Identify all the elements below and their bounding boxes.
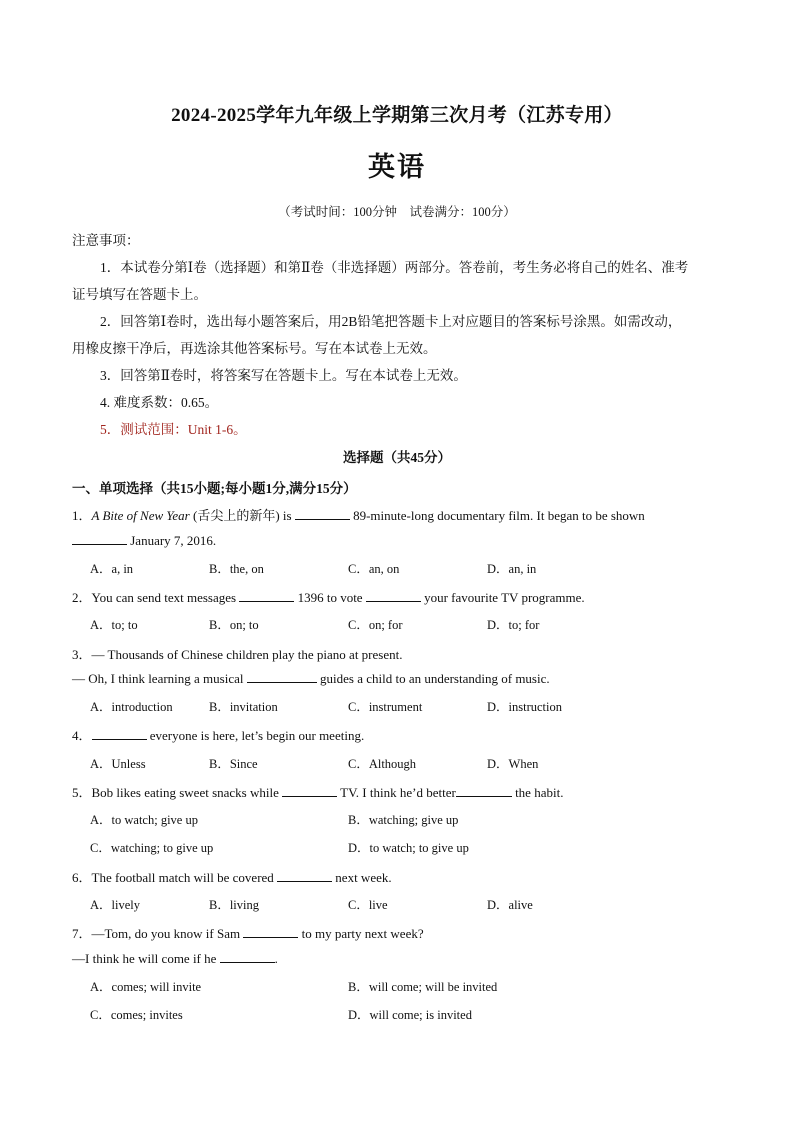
question-text: (舌尖上的新年) is [189,508,295,523]
question-text: next week. [332,870,392,885]
q5-option-d: D．to watch; to give up [348,841,469,855]
q2-option-b: B．on; to [209,618,259,632]
q3-option-b: B．invitation [209,700,278,714]
question-text: You can send text messages [91,590,240,605]
question-1-line-2 [72,533,216,549]
q2-option-c: C．on; for [348,618,403,632]
q6-option-d: D．alive [487,898,533,912]
question-text: TV. I think he’d better [337,785,456,800]
q3-option-a: A．introduction [90,700,173,714]
note-item-1-line-1: 1．本试卷分第Ⅰ卷（选择题）和第Ⅱ卷（非选择题）两部分。答卷前，考生务必将自己的姓名、准考 [100,260,689,275]
q7-option-b: B．will come; will be invited [348,980,498,994]
question-7-line-2 [72,951,278,967]
part-one-heading: 一、单项选择（共15小题;每小题1分,满分15分） [72,481,357,496]
note-item-1-line-2: 证号填写在答题卡上。 [72,287,207,302]
answer-blank [72,534,127,545]
q5-option-b: B．watching; give up [348,813,459,827]
q4-option-d: D．When [487,757,539,771]
question-5 [72,782,563,801]
question-6 [72,867,392,886]
note-item-5: 5．测试范围：Unit 1-6。 [100,422,247,437]
answer-blank [247,672,317,683]
q4-option-a: A．Unless [90,757,146,771]
question-text: your favourite TV programme. [420,590,585,605]
question-number: 2． [72,590,92,605]
question-2 [72,587,585,606]
q7-option-c: C．comes; invites [90,1008,183,1022]
question-text: guides a child to an understanding of music. [316,671,550,686]
question-text: 6．The football match will be covered [72,870,278,885]
q6-option-b: B．living [209,898,260,912]
answer-blank [92,729,147,740]
question-text: 7．—Tom, do you know if Sam [72,926,244,941]
q3-option-d: D．instruction [487,700,562,714]
q7-option-a: A．comes; will invite [90,980,202,994]
answer-blank [295,509,350,520]
question-text: the habit. [511,785,564,800]
question-number: 1． [72,508,92,523]
answer-blank [243,927,298,938]
question-text: — Oh, I think learning a musical [72,671,247,686]
question-text: —I think he will come if he [72,951,220,966]
answer-blank [239,591,294,602]
question-1-line-1 [72,505,645,524]
question-7-line-1 [72,923,424,942]
question-text: everyone is here, let’s begin our meeting. [146,728,365,743]
answer-blank [456,786,512,797]
question-3-line-2 [72,671,550,687]
q3-option-c: C．instrument [348,700,423,714]
subject-heading: 英语 [368,152,426,182]
note-item-2-line-1: 2．回答第Ⅰ卷时，选出每小题答案后，用2B铅笔把答题卡上对应题目的答案标号涂黑。如需改动， [100,314,682,329]
answer-blank [366,591,421,602]
q6-option-c: C．live [348,898,388,912]
answer-blank [277,871,332,882]
q1-option-d: D．an, in [487,562,537,576]
q6-option-a: A．lively [90,898,140,912]
q4-option-b: B．Since [209,757,258,771]
question-3-line-1: 3．— Thousands of Chinese children play the piano at present. [72,647,403,662]
note-item-4: 4. 难度系数：0.65。 [100,395,219,410]
question-text: January 7, 2016. [127,533,217,548]
q4-option-c: C．Although [348,757,417,771]
q1-option-b: B．the, on [209,562,264,576]
question-text: 1396 to vote [294,590,366,605]
question-number: 4． [72,728,92,743]
question-text: . [274,951,278,966]
note-item-3: 3．回答第Ⅱ卷时，将答案写在答题卡上。写在本试卷上无效。 [100,368,467,383]
q7-option-d: D．will come; is invited [348,1008,472,1022]
exam-info: （考试时间：100分钟 试卷满分：100分） [278,205,516,219]
q5-option-a: A．to watch; give up [90,813,198,827]
question-text: 5．Bob likes eating sweet snacks while [72,785,283,800]
italic-title: A Bite of New Year [91,508,190,523]
answer-blank [220,952,275,963]
q5-option-c: C．watching; to give up [90,841,214,855]
section-title: 选择题（共45分） [343,450,451,465]
exam-title: 2024-2025学年九年级上学期第三次月考（江苏专用） [171,105,623,126]
q2-option-a: A．to; to [90,618,138,632]
q2-option-d: D．to; for [487,618,540,632]
question-4 [72,725,364,744]
question-text: to my party next week? [298,926,424,941]
notes-heading: 注意事项： [72,233,140,248]
note-item-2-line-2: 用橡皮擦干净后，再选涂其他答案标号。写在本试卷上无效。 [72,341,437,356]
q1-option-a: A．a, in [90,562,134,576]
answer-blank [282,786,337,797]
question-text: 89-minute-long documentary film. It began to be shown [349,508,645,523]
q1-option-c: C．an, on [348,562,400,576]
